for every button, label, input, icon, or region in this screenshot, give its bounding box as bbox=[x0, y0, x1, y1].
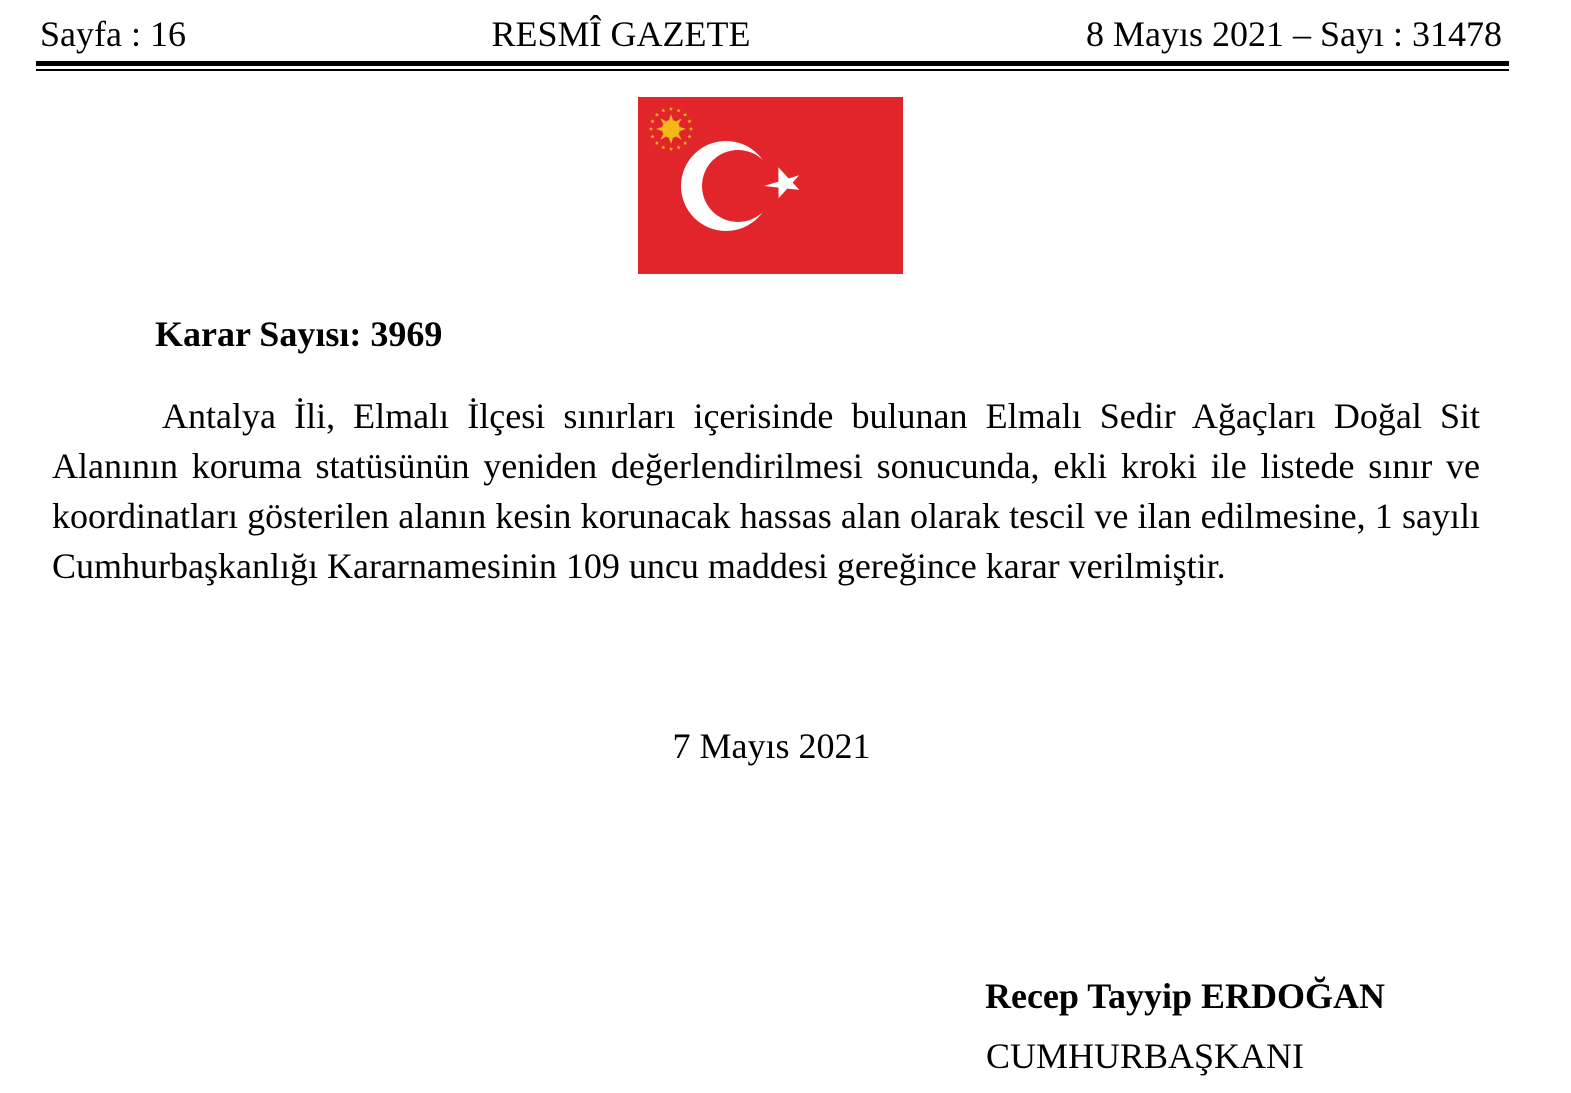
signatory-name: Recep Tayyip ERDOĞAN bbox=[984, 976, 1386, 1016]
signatory-title: CUMHURBAŞKANI bbox=[985, 1036, 1305, 1076]
page-header bbox=[40, 12, 1502, 56]
issue-info: 8 Mayıs 2021 – Sayı : 31478 bbox=[1085, 14, 1502, 54]
decision-number: Karar Sayısı: 3969 bbox=[155, 314, 443, 354]
crescent-inner bbox=[702, 150, 774, 222]
signature-block bbox=[920, 972, 1450, 1080]
decision-date: 7 Mayıs 2021 bbox=[672, 726, 871, 766]
page-number: Sayfa : 16 bbox=[40, 14, 186, 54]
publication-title: RESMÎ GAZETE bbox=[491, 14, 751, 54]
decision-body: Antalya İli, Elmalı İlçesi sınırları içerisinde bulunan Elmalı Sedir Ağaçları Doğal Sit Alanının koruma statüsünün yeniden değerlendirilmesi sonucunda, ekli kroki ile listede sınır ve koordinatları gösterilen alanın kesin korunacak hassas alan olarak tescil ve ilan edilmesine, 1 sayılı Cumhurbaşkanlığı Kararnamesinin 109 uncu maddesi gereğince karar verilmiştir. bbox=[52, 396, 1480, 586]
header-rule-thick bbox=[36, 61, 1509, 66]
header-rule-thin bbox=[36, 69, 1509, 71]
turkish-flag-icon bbox=[638, 97, 903, 274]
